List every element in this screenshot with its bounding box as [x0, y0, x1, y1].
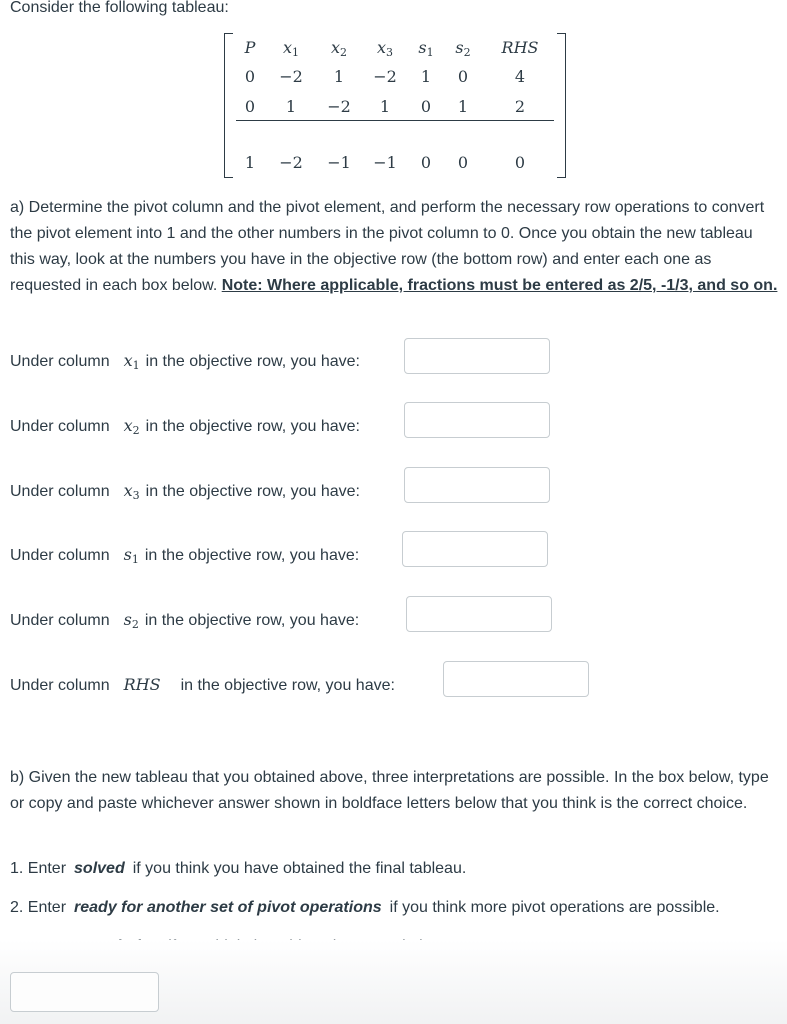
tableau-cell: −2 [279, 67, 303, 86]
header-x2: $x_2$ [330, 38, 348, 59]
part-a-instructions: a) Determine the pivot column and the pivot element, and perform the necessary row operations to convert the pivot element into 1 and the other numbers in the pivot column to 0. Once you obtain the new tableau this way, look at the numbers you have in the objective row (the bottom row) and enter each one as requested in each box below. Note: Where applicable, fractions must be entered as 2/5, -1/3, and so on. [10, 199, 778, 294]
option-1: 1. Enter solved if you think you have obtained the final tableau. [10, 860, 467, 877]
objective-cell: −1 [327, 153, 351, 172]
tableau-cell: 1 [285, 97, 297, 116]
objective-cell: 1 [244, 153, 256, 172]
option-2: 2. Enter ready for another set of pivot operations if you think more pivot operations are possible. [10, 899, 720, 916]
question-rhs: Under column RHS in the objective row, you have: [10, 675, 395, 694]
answer-input-s1[interactable] [402, 531, 548, 567]
objective-cell: 0 [514, 153, 526, 172]
part-b-instructions: b) Given the new tableau that you obtained above, three interpretations are possible. In the box below, type or copy and paste whichever answer shown in boldface letters below that you think is the correct choice. [10, 769, 769, 812]
tableau [224, 33, 566, 176]
tableau-divider [236, 120, 554, 121]
tableau-cell: 1 [379, 97, 391, 116]
tableau-cell: 0 [244, 97, 256, 116]
header-s2: $s_2$ [455, 38, 471, 59]
question-x2: Under column $x_2$ in the objective row, you have: [10, 416, 360, 437]
question-s2: Under column $s_2$ in the objective row, you have: [10, 610, 360, 631]
keyword-ready: ready for another set of pivot operations [74, 899, 382, 916]
keyword-solved: solved [74, 860, 125, 877]
question-s1: Under column $s_1$ in the objective row, you have: [10, 545, 360, 566]
question-x3: Under column $x_3$ in the objective row, you have: [10, 481, 360, 502]
answer-input-x3[interactable] [404, 467, 550, 503]
tableau-cell: 0 [457, 67, 469, 86]
answer-input-x1[interactable] [404, 338, 550, 374]
question-x1: Under column $x_1$ in the objective row, you have: [10, 351, 360, 372]
objective-cell: −2 [279, 153, 303, 172]
objective-cell: 0 [457, 153, 469, 172]
tableau-cell: 4 [514, 67, 526, 86]
interpretation-answer-input[interactable] [10, 972, 159, 1012]
answer-input-rhs[interactable] [443, 661, 589, 697]
tableau-cell: 0 [420, 97, 432, 116]
objective-cell: 0 [420, 153, 432, 172]
tableau-cell: 1 [420, 67, 432, 86]
header-x1: $x_1$ [282, 38, 300, 59]
header-s1: $s_1$ [418, 38, 434, 59]
tableau-cell: −2 [373, 67, 397, 86]
heading: Consider the following tableau: [10, 0, 229, 16]
fraction-note: Note: Where applicable, fractions must be entered as 2/5, -1/3, and so on. [221, 277, 778, 294]
header-p: P [244, 38, 256, 57]
tableau-cell: 0 [244, 67, 256, 86]
objective-cell: −1 [373, 153, 397, 172]
tableau-cell: 1 [457, 97, 469, 116]
answer-input-s2[interactable] [406, 596, 552, 632]
header-rhs: RHS [501, 38, 539, 57]
tableau-cell: 1 [333, 67, 345, 86]
answer-input-x2[interactable] [404, 402, 550, 438]
header-x3: $x_3$ [376, 38, 394, 59]
right-bracket [557, 33, 566, 178]
tableau-cell: −2 [327, 97, 351, 116]
tableau-cell: 2 [514, 97, 526, 116]
